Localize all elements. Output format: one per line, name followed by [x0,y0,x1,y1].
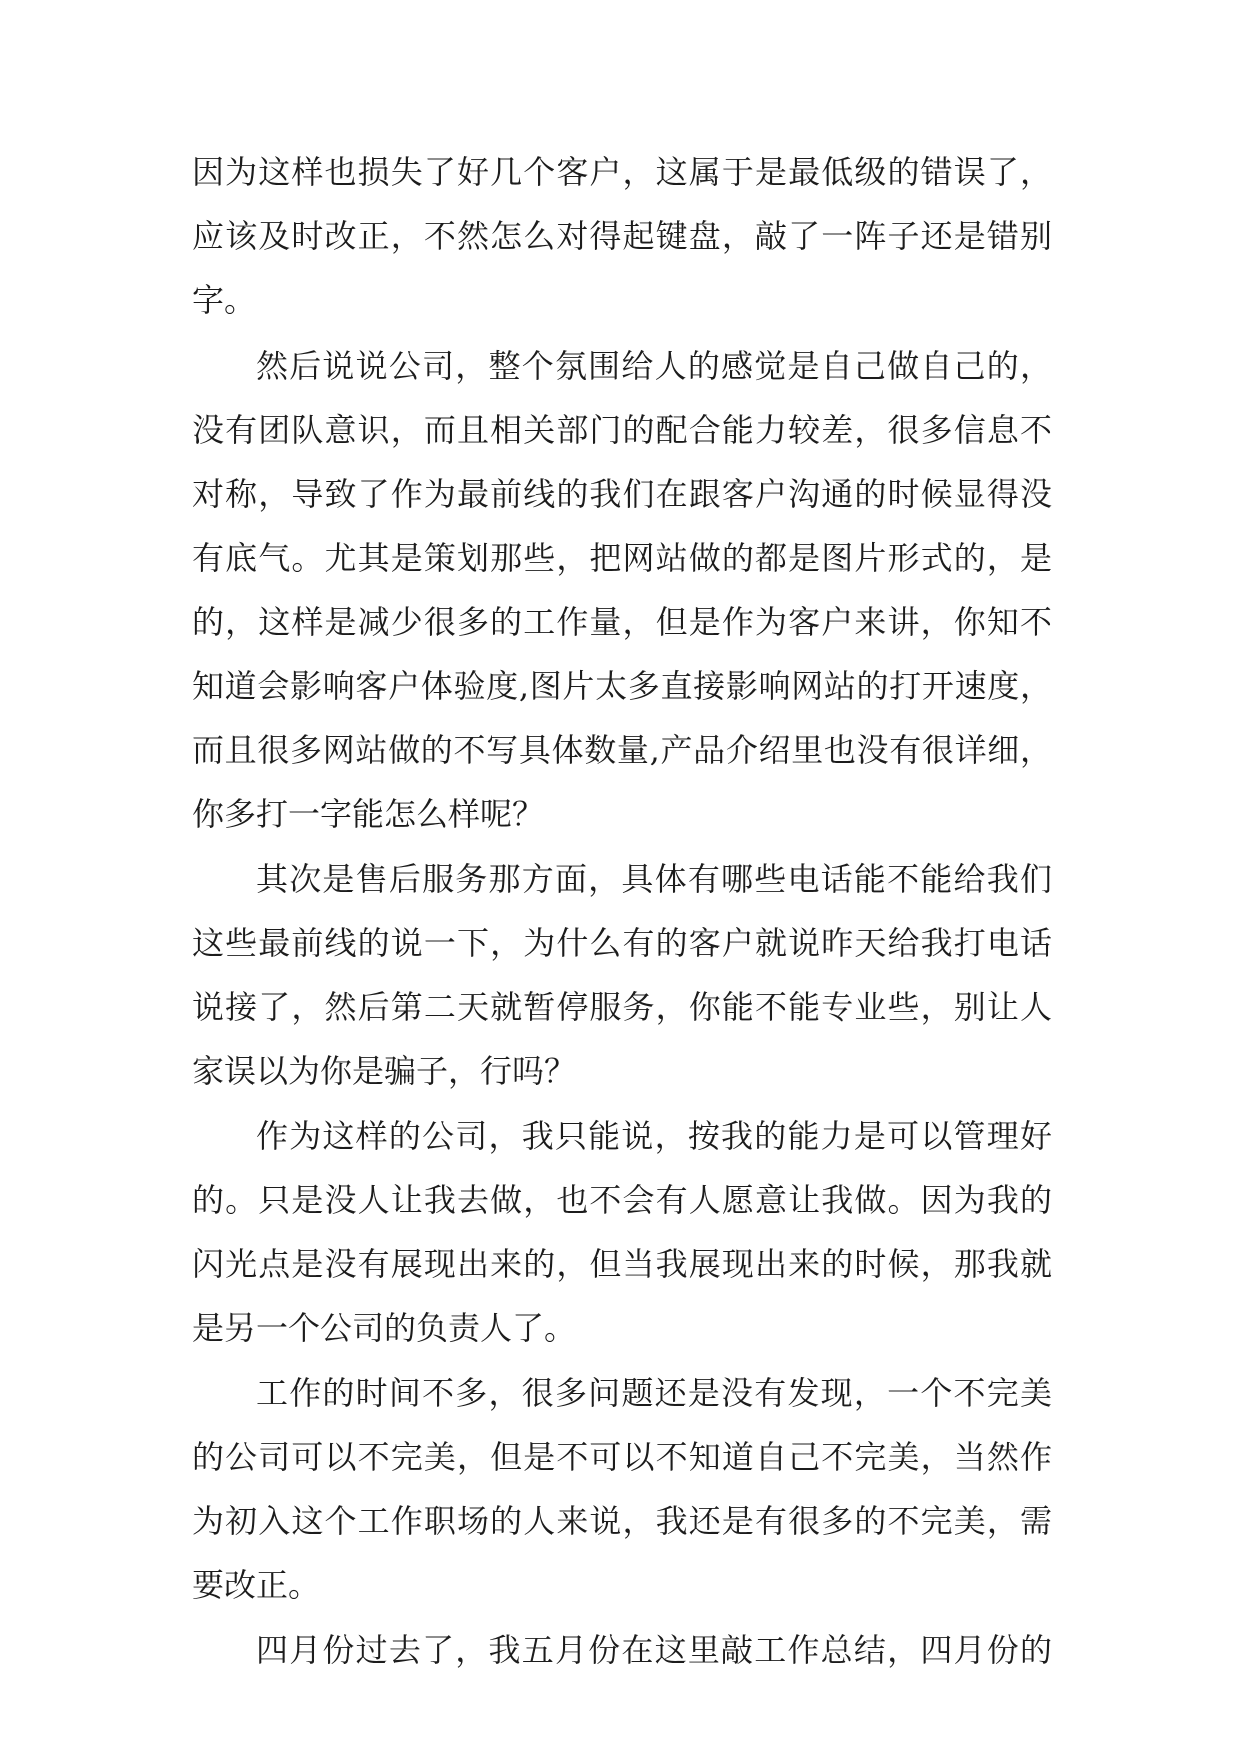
text-line: 说接了，然后第二天就暂停服务，你能不能专业些，别让人 [192,988,1052,1026]
paragraph-first-line: 然后说说公司，整个氛围给人的感觉是自己做自己的， [256,347,1052,385]
text-line: 有底气。尤其是策划那些，把网站做的都是图片形式的，是 [192,539,1052,577]
text-line: 是另一个公司的负责人了。 [192,1309,577,1347]
text-line: 没有团队意识，而且相关部门的配合能力较差，很多信息不 [192,411,1052,449]
text-line: 闪光点是没有展现出来的，但当我展现出来的时候，那我就 [192,1245,1052,1283]
text-line: 应该及时改正，不然怎么对得起键盘，敲了一阵子还是错别 [192,217,1052,255]
text-line: 要改正。 [192,1566,321,1604]
text-line: 你多打一字能怎么样呢？ [192,795,545,833]
text-line: 对称，导致了作为最前线的我们在跟客户沟通的时候显得没 [192,475,1052,513]
text-line: 家误以为你是骗子，行吗？ [192,1052,577,1090]
paragraph-first-line: 工作的时间不多，很多问题还是没有发现，一个不完美 [256,1374,1052,1412]
text-line: 为初入这个工作职场的人来说，我还是有很多的不完美，需 [192,1502,1052,1540]
paragraph-first-line: 其次是售后服务那方面，具体有哪些电话能不能给我们 [256,860,1052,898]
text-line: 的。只是没人让我去做，也不会有人愿意让我做。因为我的 [192,1181,1052,1219]
text-line: 字。 [192,281,257,319]
text-line: 知道会影响客户体验度,图片太多直接影响网站的打开速度， [192,667,1052,705]
text-line: 而且很多网站做的不写具体数量,产品介绍里也没有很详细， [192,731,1052,769]
text-line: 因为这样也损失了好几个客户，这属于是最低级的错误了， [192,153,1052,191]
text-line: 的公司可以不完美，但是不可以不知道自己不完美，当然作 [192,1438,1052,1476]
paragraph-first-line: 四月份过去了，我五月份在这里敲工作总结，四月份的 [256,1631,1052,1669]
text-line: 的，这样是减少很多的工作量，但是作为客户来讲，你知不 [192,603,1052,641]
text-line: 这些最前线的说一下，为什么有的客户就说昨天给我打电话 [192,924,1052,962]
paragraph-first-line: 作为这样的公司，我只能说，按我的能力是可以管理好 [256,1117,1052,1155]
